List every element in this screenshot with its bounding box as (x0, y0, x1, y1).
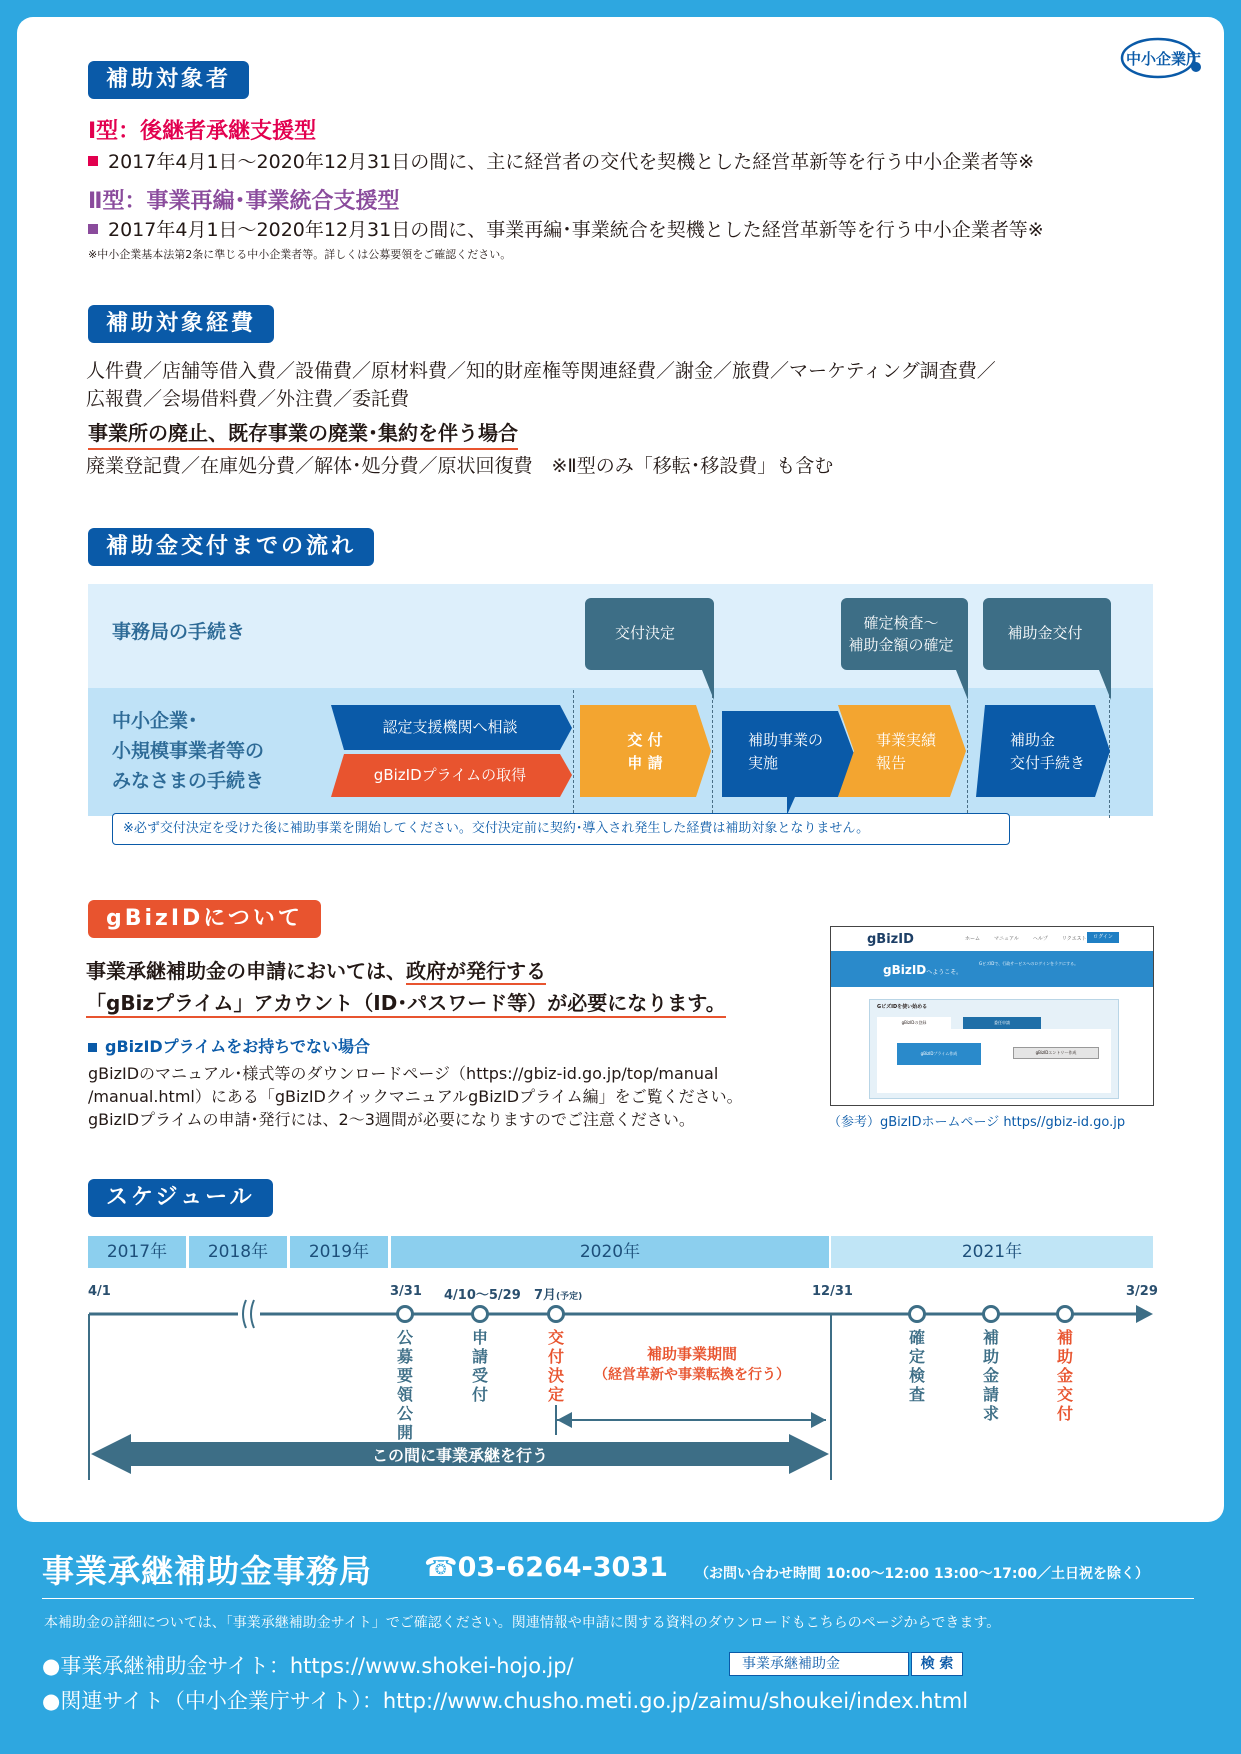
exec-step-text-1: 補助事業の (748, 731, 824, 749)
footer-org: 事業承継補助金事務局 (42, 1552, 373, 1590)
consult-step-text: 認定支援機関へ相談 (382, 718, 518, 736)
footer-divider (42, 1598, 1194, 1599)
office-lane-label: 事務局の手続き (112, 621, 246, 643)
section-tag-flow: 補助金交付までの流れ (88, 528, 374, 566)
year-2020: 2020年 (391, 1236, 829, 1268)
date-end-2020: 12/31 (812, 1284, 853, 1299)
milestone-publish (396, 1305, 414, 1323)
milestone-claim (982, 1305, 1000, 1323)
report-step-shape (838, 705, 966, 797)
bullet-square-icon (88, 1043, 97, 1052)
year-2019: 2019年 (290, 1236, 388, 1268)
gbiz-lead-1b: 政府が発行する (406, 959, 546, 983)
section-tag-eligible: 補助対象者 (88, 61, 249, 99)
gbiz-caption: （参考）gBizIDホームページ https//gbiz-id.go.jp (828, 1115, 1126, 1130)
type2-text-value: 2017年4月1日〜2020年12月31日の間に、事業再編･事業統合を契機とした経営革新等を行う中小企業者等※ (108, 219, 1044, 241)
gbiz-lead-2: 「gBizプライム」アカウント（ID･パスワード等）が必要になります。 (86, 987, 726, 1018)
event-decision: 交付決定 (547, 1328, 564, 1404)
exec-step-text-2: 実施 (748, 754, 779, 772)
year-2017: 2017年 (88, 1236, 186, 1268)
shot-nav-item: ホーム (965, 936, 981, 942)
type2-title: Ⅱ型：事業再編･事業統合支援型 (88, 189, 400, 214)
gbiz-p3: gBizIDプライムの申請･発行には、2〜3週間が必要になりますのでご注意ください。 (88, 1110, 695, 1129)
apply-step-text-2: 申 請 (627, 754, 663, 772)
exec-step-shape (722, 711, 854, 815)
gbiz-subhead (88, 1034, 370, 1057)
shot-btn2: gBizIDエントリー作成 (1013, 1047, 1099, 1059)
year-2021: 2021年 (831, 1236, 1153, 1268)
gbiz-subhead-text: gBizIDプライムをお持ちでない場合 (105, 1037, 371, 1056)
gbiz-p2: /manual.html）にある「gBizIDクイックマニュアルgBizIDプライム編」をご覧ください。 (88, 1087, 743, 1106)
inspect-box-text-1: 確定検査〜 (863, 614, 939, 632)
shot-tab2: 委任申請 (963, 1017, 1041, 1029)
gbiz-step-text: gBizIDプライムの取得 (373, 766, 527, 784)
date-decision-note: (予定) (556, 1292, 583, 1302)
shot-login-button: ログイン (1087, 932, 1119, 943)
event-inspect: 確定検査 (908, 1328, 925, 1404)
flow-warning-note: ※必ず交付決定を受けた後に補助事業を開始してください。交付決定前に契約･導入され発生した経費は補助対象となりません。 (112, 813, 1010, 845)
milestone-grant (1056, 1305, 1074, 1323)
decision-box-text: 交付決定 (614, 624, 675, 642)
shot-welcome-desc: GビズIDで、行政サービスへのログインをラクにする。 (979, 961, 1079, 966)
shot-welcome-suffix: へようこそ。 (926, 969, 963, 976)
expenses-line-3: 廃業登記費／在庫処分費／解体･処分費／原状回復費 ※Ⅱ型のみ「移転･移設費」も含む (86, 455, 834, 477)
milestone-inspect (908, 1305, 926, 1323)
period-label-2: （経営革新や事業転換を行う） (594, 1367, 790, 1383)
shot-panel-title: GビズIDを使い始める (877, 1004, 928, 1010)
proc-step-text-1: 補助金 (1010, 731, 1056, 749)
proc-step-shape (976, 705, 1110, 797)
footer-search-input[interactable]: 事業承継補助金 (729, 1652, 909, 1676)
report-step-text-2: 報告 (876, 754, 907, 772)
gbiz-lead-1 (86, 955, 546, 984)
closure-subhead: 事業所の廃止、既存事業の廃業･集約を伴う場合 (88, 417, 518, 450)
period-label-1: 補助事業期間 (646, 1345, 737, 1363)
event-grant: 補助金交付 (1056, 1328, 1073, 1423)
footer-related-link[interactable]: ●関連サイト（中小企業庁サイト）：http://www.chusho.meti.go.jp/zaimu/shoukei/index.html (42, 1689, 969, 1713)
event-publish: 公募要領公開 (396, 1328, 413, 1442)
apply-step-shape (580, 705, 711, 797)
expenses-line-2: 広報費／会場借料費／外注費／委託費 (86, 388, 410, 410)
type1-text-value: 2017年4月1日〜2020年12月31日の間に、主に経営者の交代を契機とした経営革新等を行う中小企業者等※ (108, 151, 1035, 173)
footer-desc: 本補助金の詳細については、「事業承継補助金サイト」でご確認ください。関連情報や申請に関する資料のダウンロードもこちらのページからできます。 (44, 1615, 1001, 1631)
year-2018: 2018年 (189, 1236, 287, 1268)
shot-tab1: gBizIDの登録 (877, 1017, 951, 1029)
logo-text: 中小企業庁 (1126, 50, 1202, 68)
footer-phone: ☎03-6264-3031 (424, 1552, 668, 1583)
shot-nav (965, 935, 1087, 942)
report-step-text-1: 事業実績 (876, 731, 937, 749)
milestone-decision (547, 1305, 565, 1323)
apply-step-text-1: 交 付 (627, 731, 663, 749)
eligible-footnote: ※中小企業基本法第2条に準じる中小企業者等。詳しくは公募要領をご確認ください。 (88, 248, 512, 261)
date-start: 4/1 (88, 1284, 111, 1299)
shot-welcome-brand: gBizID (883, 963, 927, 977)
shot-welcome (883, 959, 962, 978)
grant-box-shape (983, 598, 1111, 700)
footer-hours: （お問い合わせ時間 10:00〜12:00 13:00〜17:00／土日祝を除く） (695, 1566, 1150, 1582)
shot-hero (831, 951, 1154, 987)
user-lane-label-3: みなさまの手続き (112, 770, 265, 792)
date-accept: 4/10〜5/29 (444, 1288, 521, 1303)
footer-search-button[interactable]: 検 索 (911, 1652, 963, 1676)
grant-box-text: 補助金交付 (1007, 624, 1083, 642)
section-tag-expenses: 補助対象経費 (88, 305, 274, 343)
gbiz-p1: gBizIDのマニュアル･様式等のダウンロードページ（https://gbiz-id.go.jp/top/manual (88, 1064, 719, 1083)
section-tag-gbiz: gBizIDについて (88, 900, 321, 938)
shot-nav-item: マニュアル (994, 936, 1019, 942)
user-lane-label-1: 中小企業･ (112, 710, 198, 732)
type1-title: Ⅰ型：後継者承継支援型 (88, 119, 317, 144)
expenses-line-1: 人件費／店舗等借入費／設備費／原材料費／知的財産権等関連経費／謝金／旅費／マーケティング調査費／ (86, 360, 996, 382)
footer-site-link[interactable]: ●事業承継補助金サイト：https://www.shokei-hojo.jp/ (42, 1654, 574, 1678)
event-claim: 補助金請求 (982, 1328, 999, 1423)
date-publish: 3/31 (390, 1284, 422, 1299)
succession-arrow-text: この間に事業承継を行う (371, 1446, 548, 1465)
date-end: 3/29 (1126, 1284, 1158, 1299)
shot-nav-item: ヘルプ (1032, 936, 1048, 942)
milestone-accept (471, 1305, 489, 1323)
gbiz-lead-1a: 事業承継補助金の申請においては、 (86, 959, 406, 983)
shot-brand: gBizID (867, 932, 914, 947)
shot-nav-item: リクエスト (1061, 936, 1087, 942)
user-lane-label-2: 小規模事業者等の (112, 740, 265, 762)
inspect-box-text-2: 補助金額の確定 (848, 636, 954, 654)
proc-step-text-2: 交付手続き (1010, 754, 1086, 772)
section-tag-schedule: スケジュール (88, 1179, 273, 1217)
event-accept: 申請受付 (471, 1328, 488, 1404)
gbiz-homepage-screenshot (830, 926, 1154, 1106)
decision-box-shape (585, 598, 714, 700)
date-decision-month: 7月 (534, 1288, 557, 1303)
shot-btn1: gBizIDプライム作成 (897, 1043, 981, 1065)
